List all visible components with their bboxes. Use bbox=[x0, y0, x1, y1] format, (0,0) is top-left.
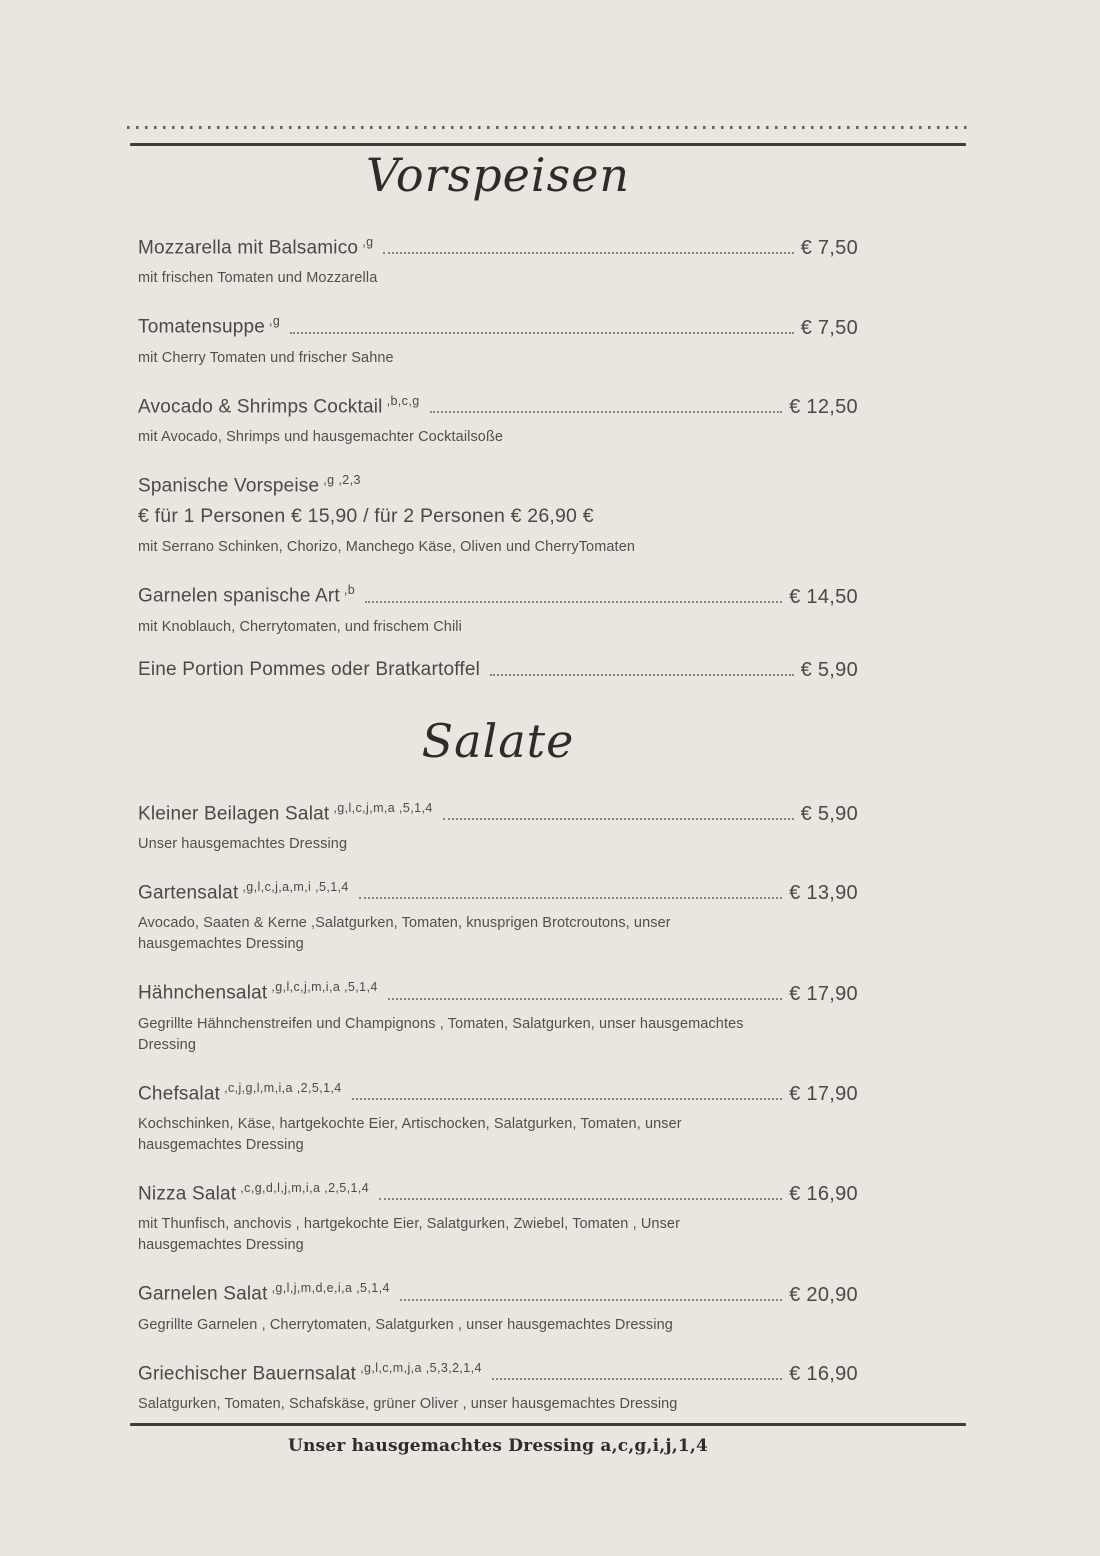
menu-item bbox=[138, 973, 858, 1055]
menu-item bbox=[138, 873, 858, 955]
bottom-rule bbox=[130, 1423, 966, 1426]
item-name bbox=[138, 794, 433, 828]
menu-content bbox=[138, 0, 858, 1415]
item-allergens: ,g bbox=[269, 314, 281, 329]
item-name-text: Hähnchensalat bbox=[138, 982, 268, 1004]
menu-item bbox=[138, 656, 858, 684]
item-price: € 13,90 bbox=[789, 882, 858, 905]
dotted-leader bbox=[443, 818, 794, 820]
menu-item bbox=[138, 228, 858, 289]
menu-item bbox=[138, 794, 858, 855]
menu-item-row bbox=[138, 1074, 858, 1108]
menu-item-row bbox=[138, 1354, 858, 1388]
section-title: Vorspeisen bbox=[365, 148, 631, 202]
menu-item-row bbox=[138, 873, 858, 907]
item-allergens: ,g ,2,3 bbox=[323, 472, 361, 487]
item-name bbox=[138, 387, 420, 421]
item-description: mit frischen Tomaten und Mozzarella bbox=[138, 270, 378, 287]
menu-section bbox=[138, 140, 858, 684]
item-name-text: Spanische Vorspeise bbox=[138, 475, 320, 497]
menu-item-row bbox=[138, 1274, 858, 1308]
item-name-text: Garnelen Salat bbox=[138, 1283, 268, 1305]
item-name-text: Garnelen spanische Art bbox=[138, 585, 340, 607]
dotted-leader bbox=[492, 1378, 782, 1380]
dotted-leader bbox=[490, 674, 794, 676]
menu-item-row bbox=[138, 794, 858, 828]
dotted-leader bbox=[430, 411, 783, 413]
item-name-text: Mozzarella mit Balsamico bbox=[138, 237, 359, 259]
dotted-leader bbox=[290, 332, 793, 334]
dotted-leader bbox=[388, 998, 782, 1000]
item-price: € 5,90 bbox=[800, 658, 858, 681]
dotted-leader bbox=[383, 252, 793, 254]
item-description: Unser hausgemachtes Dressing bbox=[138, 835, 348, 852]
item-price: € 5,90 bbox=[800, 802, 858, 825]
item-allergens: ,g,l,c,m,j,a ,5,3,2,1,4 bbox=[360, 1360, 482, 1375]
item-name bbox=[138, 576, 355, 610]
item-allergens: ,g,l,c,j,a,m,i ,5,1,4 bbox=[242, 879, 349, 894]
item-description: mit Avocado, Shrimps und hausgemachter Cocktailsoße bbox=[138, 428, 504, 445]
item-description: Kochschinken, Käse, hartgekochte Eier, Artischocken, Salatgurken, Tomaten, unser hausgemachtes Dressing bbox=[138, 1115, 682, 1153]
item-name bbox=[138, 1074, 342, 1108]
item-allergens: ,b bbox=[343, 583, 356, 598]
item-allergens: ,c,g,d,l,j,m,i,a ,2,5,1,4 bbox=[240, 1180, 370, 1195]
item-name-text: Chefsalat bbox=[138, 1082, 221, 1104]
menu-item-row bbox=[138, 576, 858, 610]
menu-item-row bbox=[138, 1174, 858, 1208]
footer-note: Unser hausgemachtes Dressing a,c,g,i,j,1,4 bbox=[287, 1436, 709, 1456]
item-price: € 7,50 bbox=[800, 237, 858, 260]
item-price: € 17,90 bbox=[789, 1082, 858, 1105]
item-price: € 12,50 bbox=[789, 395, 858, 418]
item-price-line: € für 1 Personen € 15,90 / für 2 Personen € 26,90 € bbox=[138, 505, 594, 528]
item-allergens: ,c,j,g,l,m,i,a ,2,5,1,4 bbox=[224, 1080, 342, 1095]
section-items bbox=[138, 228, 858, 684]
item-description: Gegrillte Garnelen , Cherrytomaten, Salatgurken , unser hausgemachtes Dressing bbox=[138, 1316, 673, 1333]
item-name-text: Griechischer Bauernsalat bbox=[138, 1362, 357, 1384]
item-name-text: Avocado & Shrimps Cocktail bbox=[138, 395, 383, 417]
menu-item-row bbox=[138, 307, 858, 341]
item-description: mit Thunfisch, anchovis , hartgekochte Eier, Salatgurken, Zwiebel, Tomaten , Unser hausgemachtes Dressing bbox=[138, 1216, 681, 1254]
menu-item bbox=[138, 307, 858, 368]
item-name bbox=[138, 1174, 369, 1208]
item-description: mit Knoblauch, Cherrytomaten, und frischem Chili bbox=[138, 618, 462, 635]
menu-item bbox=[138, 466, 858, 558]
item-allergens: ,b,c,g bbox=[386, 393, 420, 408]
item-description: mit Cherry Tomaten und frischer Sahne bbox=[138, 349, 394, 366]
item-name-text: Gartensalat bbox=[138, 882, 239, 904]
dotted-leader bbox=[352, 1098, 782, 1100]
menu-item bbox=[138, 1354, 858, 1415]
menu-section bbox=[138, 706, 858, 1415]
item-name-text: Kleiner Beilagen Salat bbox=[138, 802, 330, 824]
menu-item-row bbox=[138, 387, 858, 421]
menu-item-row bbox=[138, 466, 858, 500]
item-description: Salatgurken, Tomaten, Schafskäse, grüner Oliver , unser hausgemachtes Dressing bbox=[138, 1395, 678, 1412]
item-price: € 16,90 bbox=[789, 1362, 858, 1385]
item-name bbox=[138, 1274, 390, 1308]
dotted-leader bbox=[359, 897, 782, 899]
dotted-leader bbox=[400, 1299, 782, 1301]
item-price: € 16,90 bbox=[789, 1183, 858, 1206]
menu-item bbox=[138, 387, 858, 448]
item-allergens: ,g,l,c,j,m,i,a ,5,1,4 bbox=[271, 980, 378, 995]
item-name-text: Nizza Salat bbox=[138, 1183, 237, 1205]
menu-item bbox=[138, 1274, 858, 1335]
item-name bbox=[138, 307, 280, 341]
item-allergens: ,g bbox=[362, 235, 374, 249]
item-price: € 14,50 bbox=[789, 585, 858, 608]
item-allergens: ,g,l,j,m,d,e,i,a ,5,1,4 bbox=[271, 1281, 390, 1296]
item-description: Gegrillte Hähnchenstreifen und Champignons , Tomaten, Salatgurken, unser hausgemachtes Dressing bbox=[138, 1015, 744, 1053]
item-name bbox=[138, 973, 378, 1007]
menu-item-row bbox=[138, 656, 858, 684]
section-title: Salate bbox=[421, 713, 575, 768]
item-name bbox=[138, 656, 480, 684]
item-price: € 17,90 bbox=[789, 982, 858, 1005]
item-name bbox=[138, 1354, 482, 1388]
menu-item bbox=[138, 1174, 858, 1256]
item-price: € 20,90 bbox=[789, 1283, 858, 1306]
item-name bbox=[138, 228, 373, 262]
dotted-leader bbox=[379, 1198, 782, 1200]
item-allergens: ,g,l,c,j,m,a ,5,1,4 bbox=[333, 800, 433, 815]
menu-item-row bbox=[138, 228, 858, 262]
item-name-text: Tomatensuppe bbox=[138, 316, 266, 338]
item-name bbox=[138, 466, 361, 500]
item-name-text: Eine Portion Pommes oder Bratkartoffel bbox=[138, 658, 481, 680]
item-name bbox=[138, 873, 349, 907]
menu-item-row bbox=[138, 973, 858, 1007]
item-price: € 7,50 bbox=[800, 316, 858, 339]
item-description: Avocado, Saaten & Kerne ,Salatgurken, Tomaten, knusprigen Brotcroutons, unser hausgemachtes Dressing bbox=[138, 915, 671, 953]
dotted-leader bbox=[365, 601, 782, 603]
menu-item bbox=[138, 576, 858, 637]
menu-item bbox=[138, 1074, 858, 1156]
item-description: mit Serrano Schinken, Chorizo, Manchego Käse, Oliven und CherryTomaten bbox=[138, 539, 636, 556]
section-items bbox=[138, 794, 858, 1415]
